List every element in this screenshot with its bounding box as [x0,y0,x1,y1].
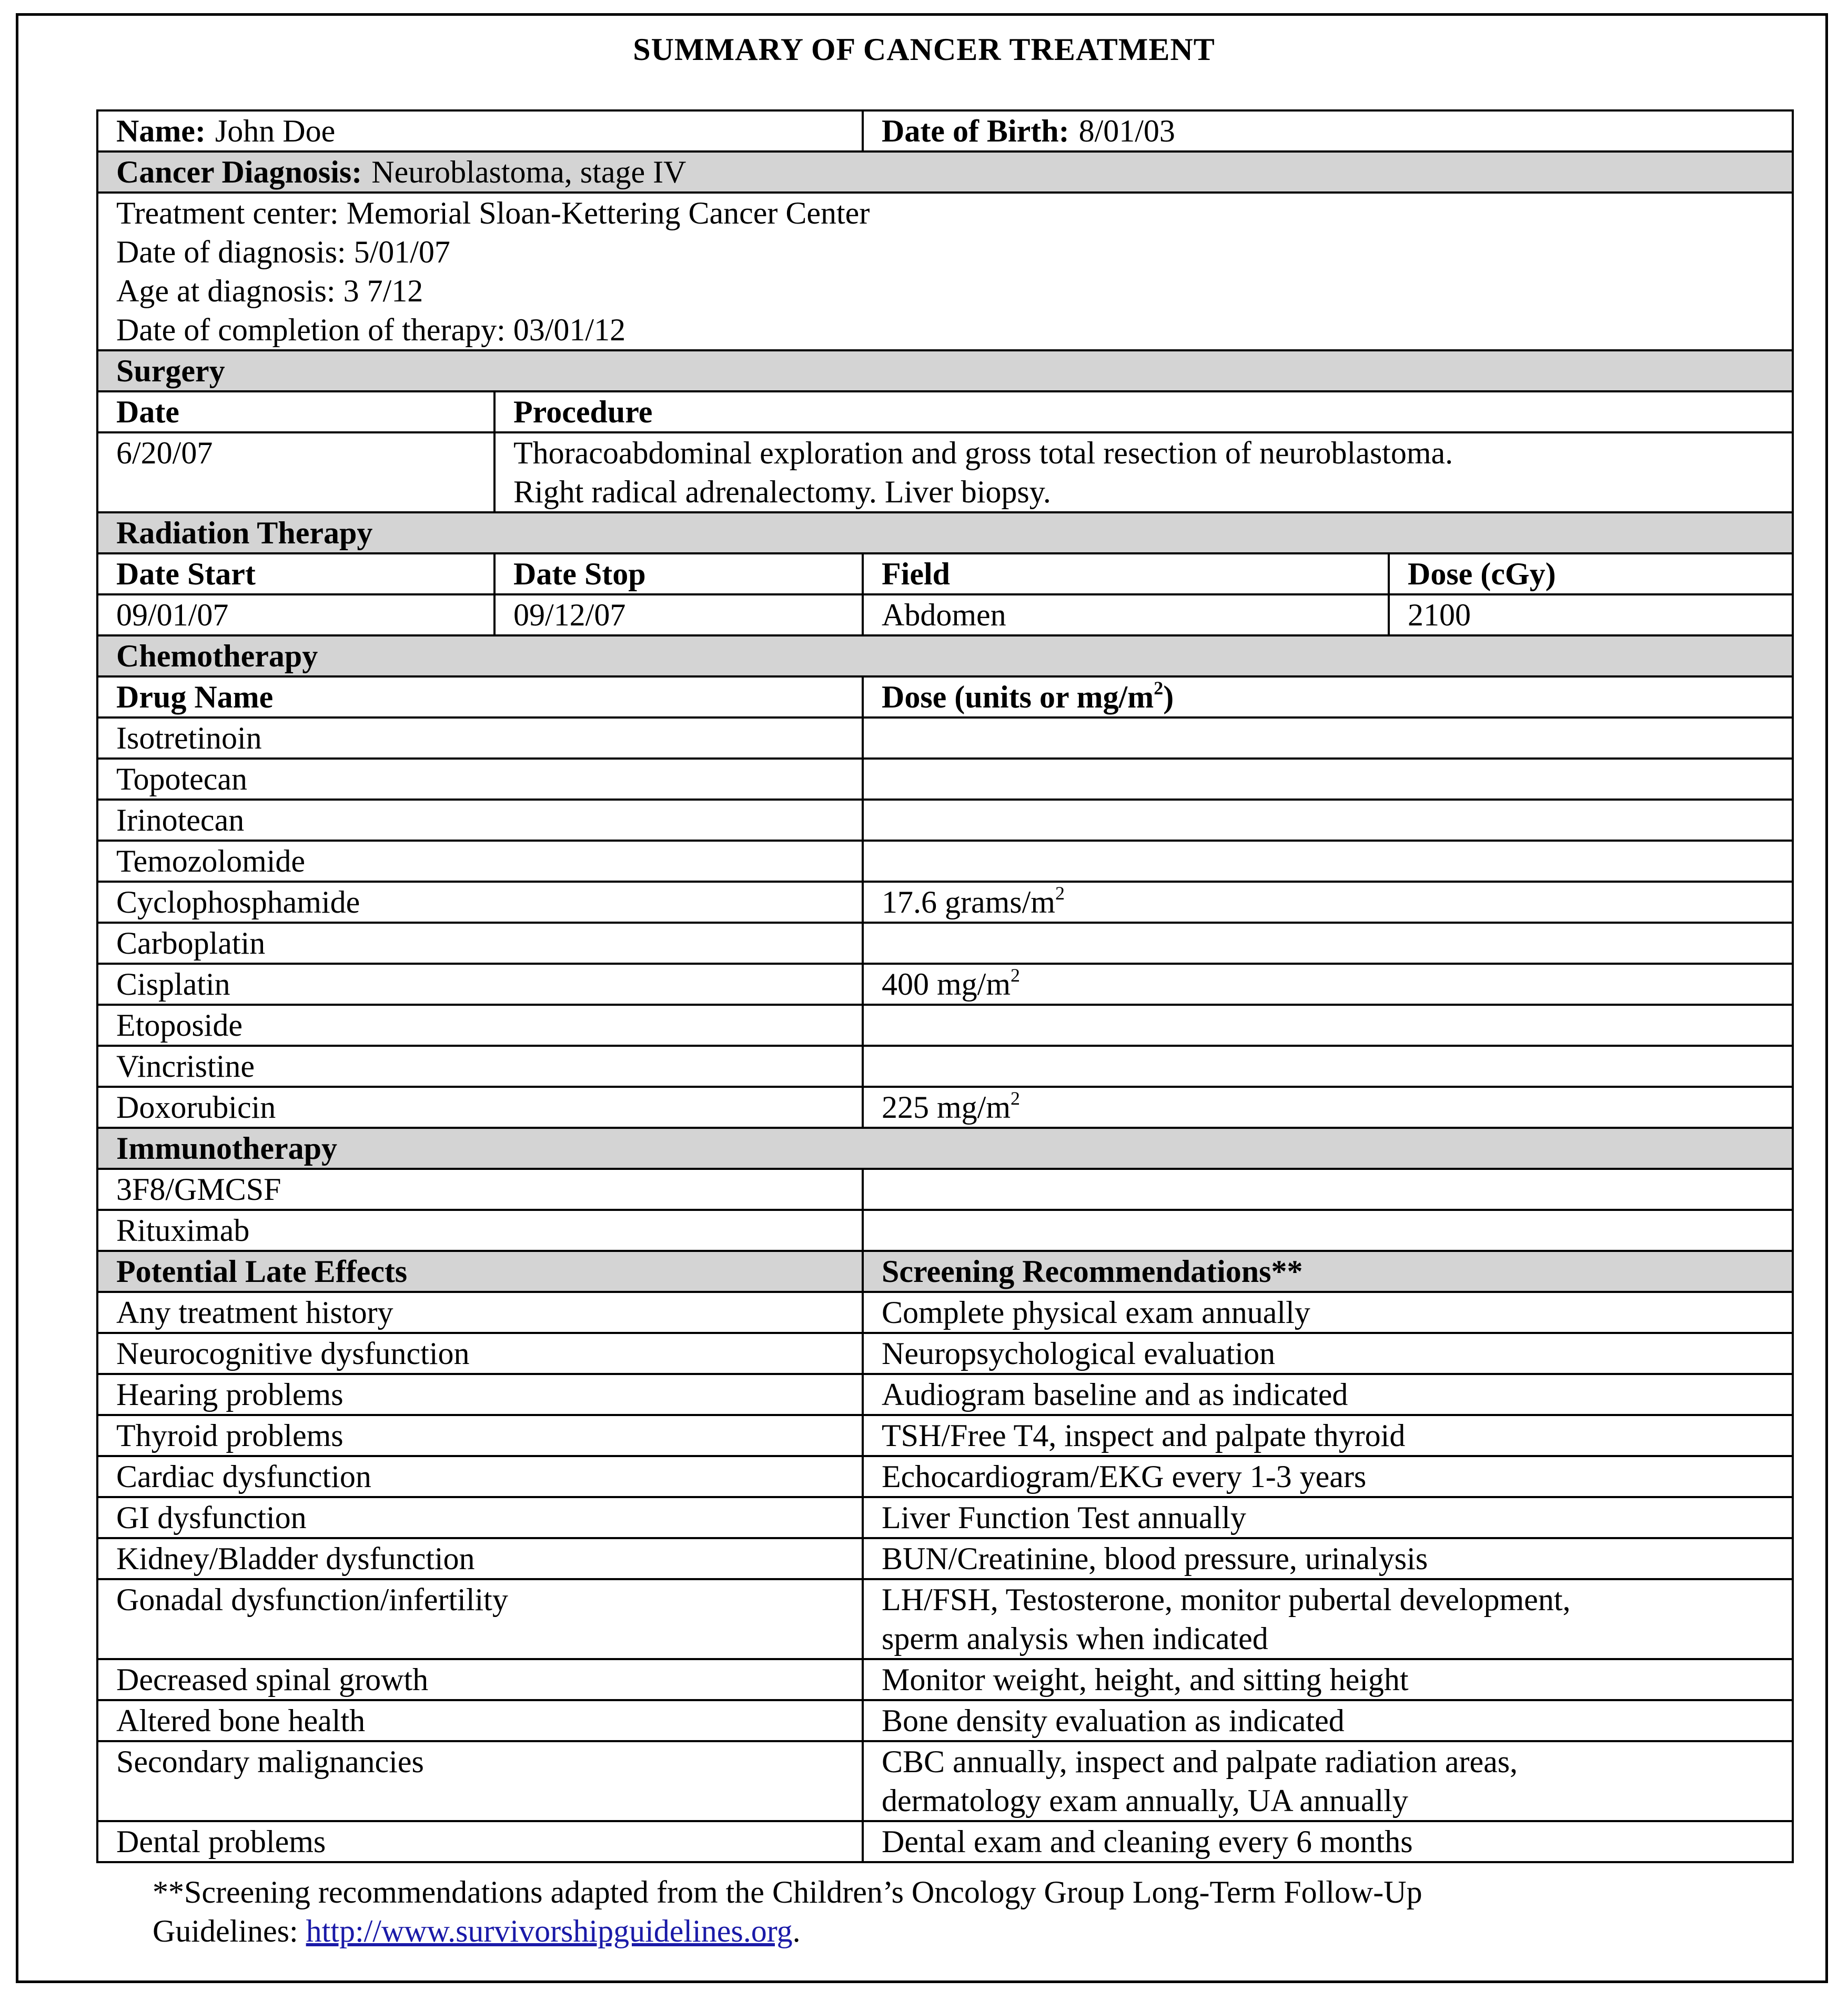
chemo-drug-name: Doxorubicin [97,1087,863,1128]
chemo-dose-value: 400 mg/m [882,967,1011,1002]
screening-line: Bone density evaluation as indicated [882,1703,1345,1738]
chemo-drug-name: Carboplatin [97,923,863,964]
chemo-dose [863,841,1793,882]
late-effect-name: Cardiac dysfunction [97,1456,863,1497]
chemo-row [97,882,1793,923]
chemo-dose [863,1005,1793,1046]
screening-line: Echocardiogram/EKG every 1-3 years [882,1459,1367,1494]
screening-recommendation [863,1456,1793,1497]
footnote-line-2 [153,1912,1810,1951]
late-effect-name: Hearing problems [97,1374,863,1415]
late-effect-row [97,1497,1793,1538]
chemo-dose-header [863,676,1793,717]
chemo-drug-name: Cisplatin [97,964,863,1005]
diagnosis-header-row [97,151,1793,193]
screening-line: Liver Function Test annually [882,1500,1246,1535]
diagnosis-label: Cancer Diagnosis: [116,155,362,189]
screening-line: dermatology exam annually, UA annually [882,1783,1408,1818]
late-effect-name: Kidney/Bladder dysfunction [97,1538,863,1579]
screening-line: Dental exam and cleaning every 6 months [882,1824,1413,1859]
late-effect-name: Dental problems [97,1821,863,1862]
radiation-section-row [97,512,1793,553]
late-effect-row [97,1659,1793,1700]
screening-recommendation [863,1579,1793,1659]
chemo-drug-name: Cyclophosphamide [97,882,863,923]
screening-line: Complete physical exam annually [882,1295,1310,1330]
chemo-row [97,841,1793,882]
late-effect-name: Decreased spinal growth [97,1659,863,1700]
surgery-date-header: Date [97,391,494,432]
screening-recommendation [863,1741,1793,1821]
screening-recommendation [863,1659,1793,1700]
chemo-dose-value: 17.6 grams/m [882,885,1055,919]
treatment-center: Treatment center: Memorial Sloan-Kettering Cancer Center [116,196,870,230]
radiation-dose: 2100 [1389,594,1793,635]
radiation-row [97,594,1793,635]
chemo-dose [863,923,1793,964]
diagnosis-header [97,151,1793,193]
surgery-row [97,432,1793,512]
chemo-row [97,923,1793,964]
guidelines-link[interactable]: http://www.survivorshipguidelines.org [306,1914,793,1948]
surgery-section-header: Surgery [97,350,1793,391]
chemo-row [97,964,1793,1005]
screening-line: BUN/Creatinine, blood pressure, urinalysis [882,1541,1428,1576]
chemo-dose [863,1046,1793,1087]
surgery-date: 6/20/07 [97,432,494,512]
chemo-drug-name: Etoposide [97,1005,863,1046]
chemo-row [97,759,1793,800]
chemo-dose [863,1087,1793,1128]
late-effect-row [97,1415,1793,1456]
chemo-dose-header-sup: 2 [1154,678,1164,699]
chemo-dose-header-close: ) [1163,680,1174,714]
screening-line: CBC annually, inspect and palpate radiation areas, [882,1744,1518,1779]
chemo-row [97,717,1793,759]
name-label: Name: [116,114,206,148]
footnote-suffix: . [792,1914,801,1948]
footnote [153,1873,1810,1951]
chemo-header-row [97,676,1793,717]
screening-recommendation [863,1415,1793,1456]
screening-recommendation [863,1497,1793,1538]
patient-dob-cell [863,110,1793,151]
late-effect-row [97,1374,1793,1415]
radiation-field: Abdomen [863,594,1389,635]
immuno-row [97,1169,1793,1210]
chemo-dose-sup: 2 [1011,1088,1021,1109]
chemo-drug-name: Vincristine [97,1046,863,1087]
chemo-dose [863,800,1793,841]
late-effect-name: GI dysfunction [97,1497,863,1538]
screening-recommendation [863,1700,1793,1741]
screening-recommendation [863,1292,1793,1333]
footnote-line-1: **Screening recommendations adapted from the Children’s Oncology Group Long-Term Follow-Up [153,1875,1422,1909]
screening-line: Monitor weight, height, and sitting height [882,1662,1409,1697]
diagnosis-details-row [97,193,1793,350]
chemo-row [97,1046,1793,1087]
screening-line: sperm analysis when indicated [882,1621,1268,1656]
procedure-line-2: Right radical adrenalectomy. Liver biopsy. [513,474,1051,509]
age-at-diagnosis: Age at diagnosis: 3 7/12 [116,274,423,308]
immuno-drug-name: Rituximab [97,1210,863,1251]
document-title: SUMMARY OF CANCER TREATMENT [633,32,1215,67]
date-of-diagnosis: Date of diagnosis: 5/01/07 [116,235,450,269]
late-effect-name: Any treatment history [97,1292,863,1333]
late-effect-name: Neurocognitive dysfunction [97,1333,863,1374]
chemo-dose [863,882,1793,923]
radiation-field-header: Field [863,553,1389,594]
screening-header: Screening Recommendations** [863,1251,1793,1292]
date-of-completion: Date of completion of therapy: 03/01/12 [116,312,626,347]
name-value: John Doe [215,114,336,148]
late-effect-row [97,1538,1793,1579]
immuno-drug-name: 3F8/GMCSF [97,1169,863,1210]
chemo-drug-name: Topotecan [97,759,863,800]
chemo-drug-header: Drug Name [97,676,863,717]
diagnosis-details [97,193,1793,350]
late-effect-row [97,1292,1793,1333]
radiation-dose-header: Dose (cGy) [1389,553,1793,594]
chemo-section-header: Chemotherapy [97,635,1793,676]
screening-line: LH/FSH, Testosterone, monitor pubertal development, [882,1582,1571,1617]
immuno-section-header: Immunotherapy [97,1128,1793,1169]
chemo-row [97,800,1793,841]
screening-line: Neuropsychological evaluation [882,1336,1276,1371]
chemo-row [97,1005,1793,1046]
radiation-date-stop: 09/12/07 [494,594,863,635]
chemo-section-row [97,635,1793,676]
radiation-date-stop-header: Date Stop [494,553,863,594]
diagnosis-value: Neuroblastoma, stage IV [371,155,686,189]
screening-recommendation [863,1821,1793,1862]
patient-name-cell [97,110,863,151]
late-effects-header-row [97,1251,1793,1292]
surgery-header-row [97,391,1793,432]
radiation-section-header: Radiation Therapy [97,512,1793,553]
chemo-dose-header-text: Dose (units or mg/m [882,680,1154,714]
chemo-dose-sup: 2 [1055,883,1065,904]
screening-recommendation [863,1333,1793,1374]
late-effect-row [97,1579,1793,1659]
chemo-dose [863,717,1793,759]
immuno-dose [863,1169,1793,1210]
footnote-prefix: Guidelines: [153,1914,306,1948]
chemo-row [97,1087,1793,1128]
late-effect-name: Altered bone health [97,1700,863,1741]
chemo-drug-name: Temozolomide [97,841,863,882]
chemo-dose-sup: 2 [1011,965,1021,986]
chemo-drug-name: Isotretinoin [97,717,863,759]
radiation-date-start: 09/01/07 [97,594,494,635]
surgery-procedure-header: Procedure [494,391,1793,432]
chemo-dose-value: 225 mg/m [882,1090,1011,1125]
patient-row [97,110,1793,151]
screening-line: Audiogram baseline and as indicated [882,1377,1348,1412]
screening-recommendation [863,1374,1793,1415]
immuno-row [97,1210,1793,1251]
late-effect-row [97,1333,1793,1374]
procedure-line-1: Thoracoabdominal exploration and gross total resection of neuroblastoma. [513,436,1453,470]
screening-recommendation [863,1538,1793,1579]
chemo-drug-name: Irinotecan [97,800,863,841]
late-effect-row [97,1700,1793,1741]
chemo-dose [863,759,1793,800]
late-effect-row [97,1741,1793,1821]
chemo-dose [863,964,1793,1005]
screening-line: TSH/Free T4, inspect and palpate thyroid [882,1418,1406,1453]
late-effect-name: Thyroid problems [97,1415,863,1456]
dob-label: Date of Birth: [882,114,1069,148]
late-effect-name: Secondary malignancies [97,1741,863,1821]
late-effects-header: Potential Late Effects [97,1251,863,1292]
surgery-procedure [494,432,1793,512]
late-effect-name: Gonadal dysfunction/infertility [97,1579,863,1659]
radiation-header-row [97,553,1793,594]
late-effect-row [97,1821,1793,1862]
late-effect-row [97,1456,1793,1497]
surgery-section-row [97,350,1793,391]
treatment-summary-table [96,109,1794,1863]
immuno-section-row [97,1128,1793,1169]
dob-value: 8/01/03 [1078,114,1175,148]
immuno-dose [863,1210,1793,1251]
radiation-date-start-header: Date Start [97,553,494,594]
